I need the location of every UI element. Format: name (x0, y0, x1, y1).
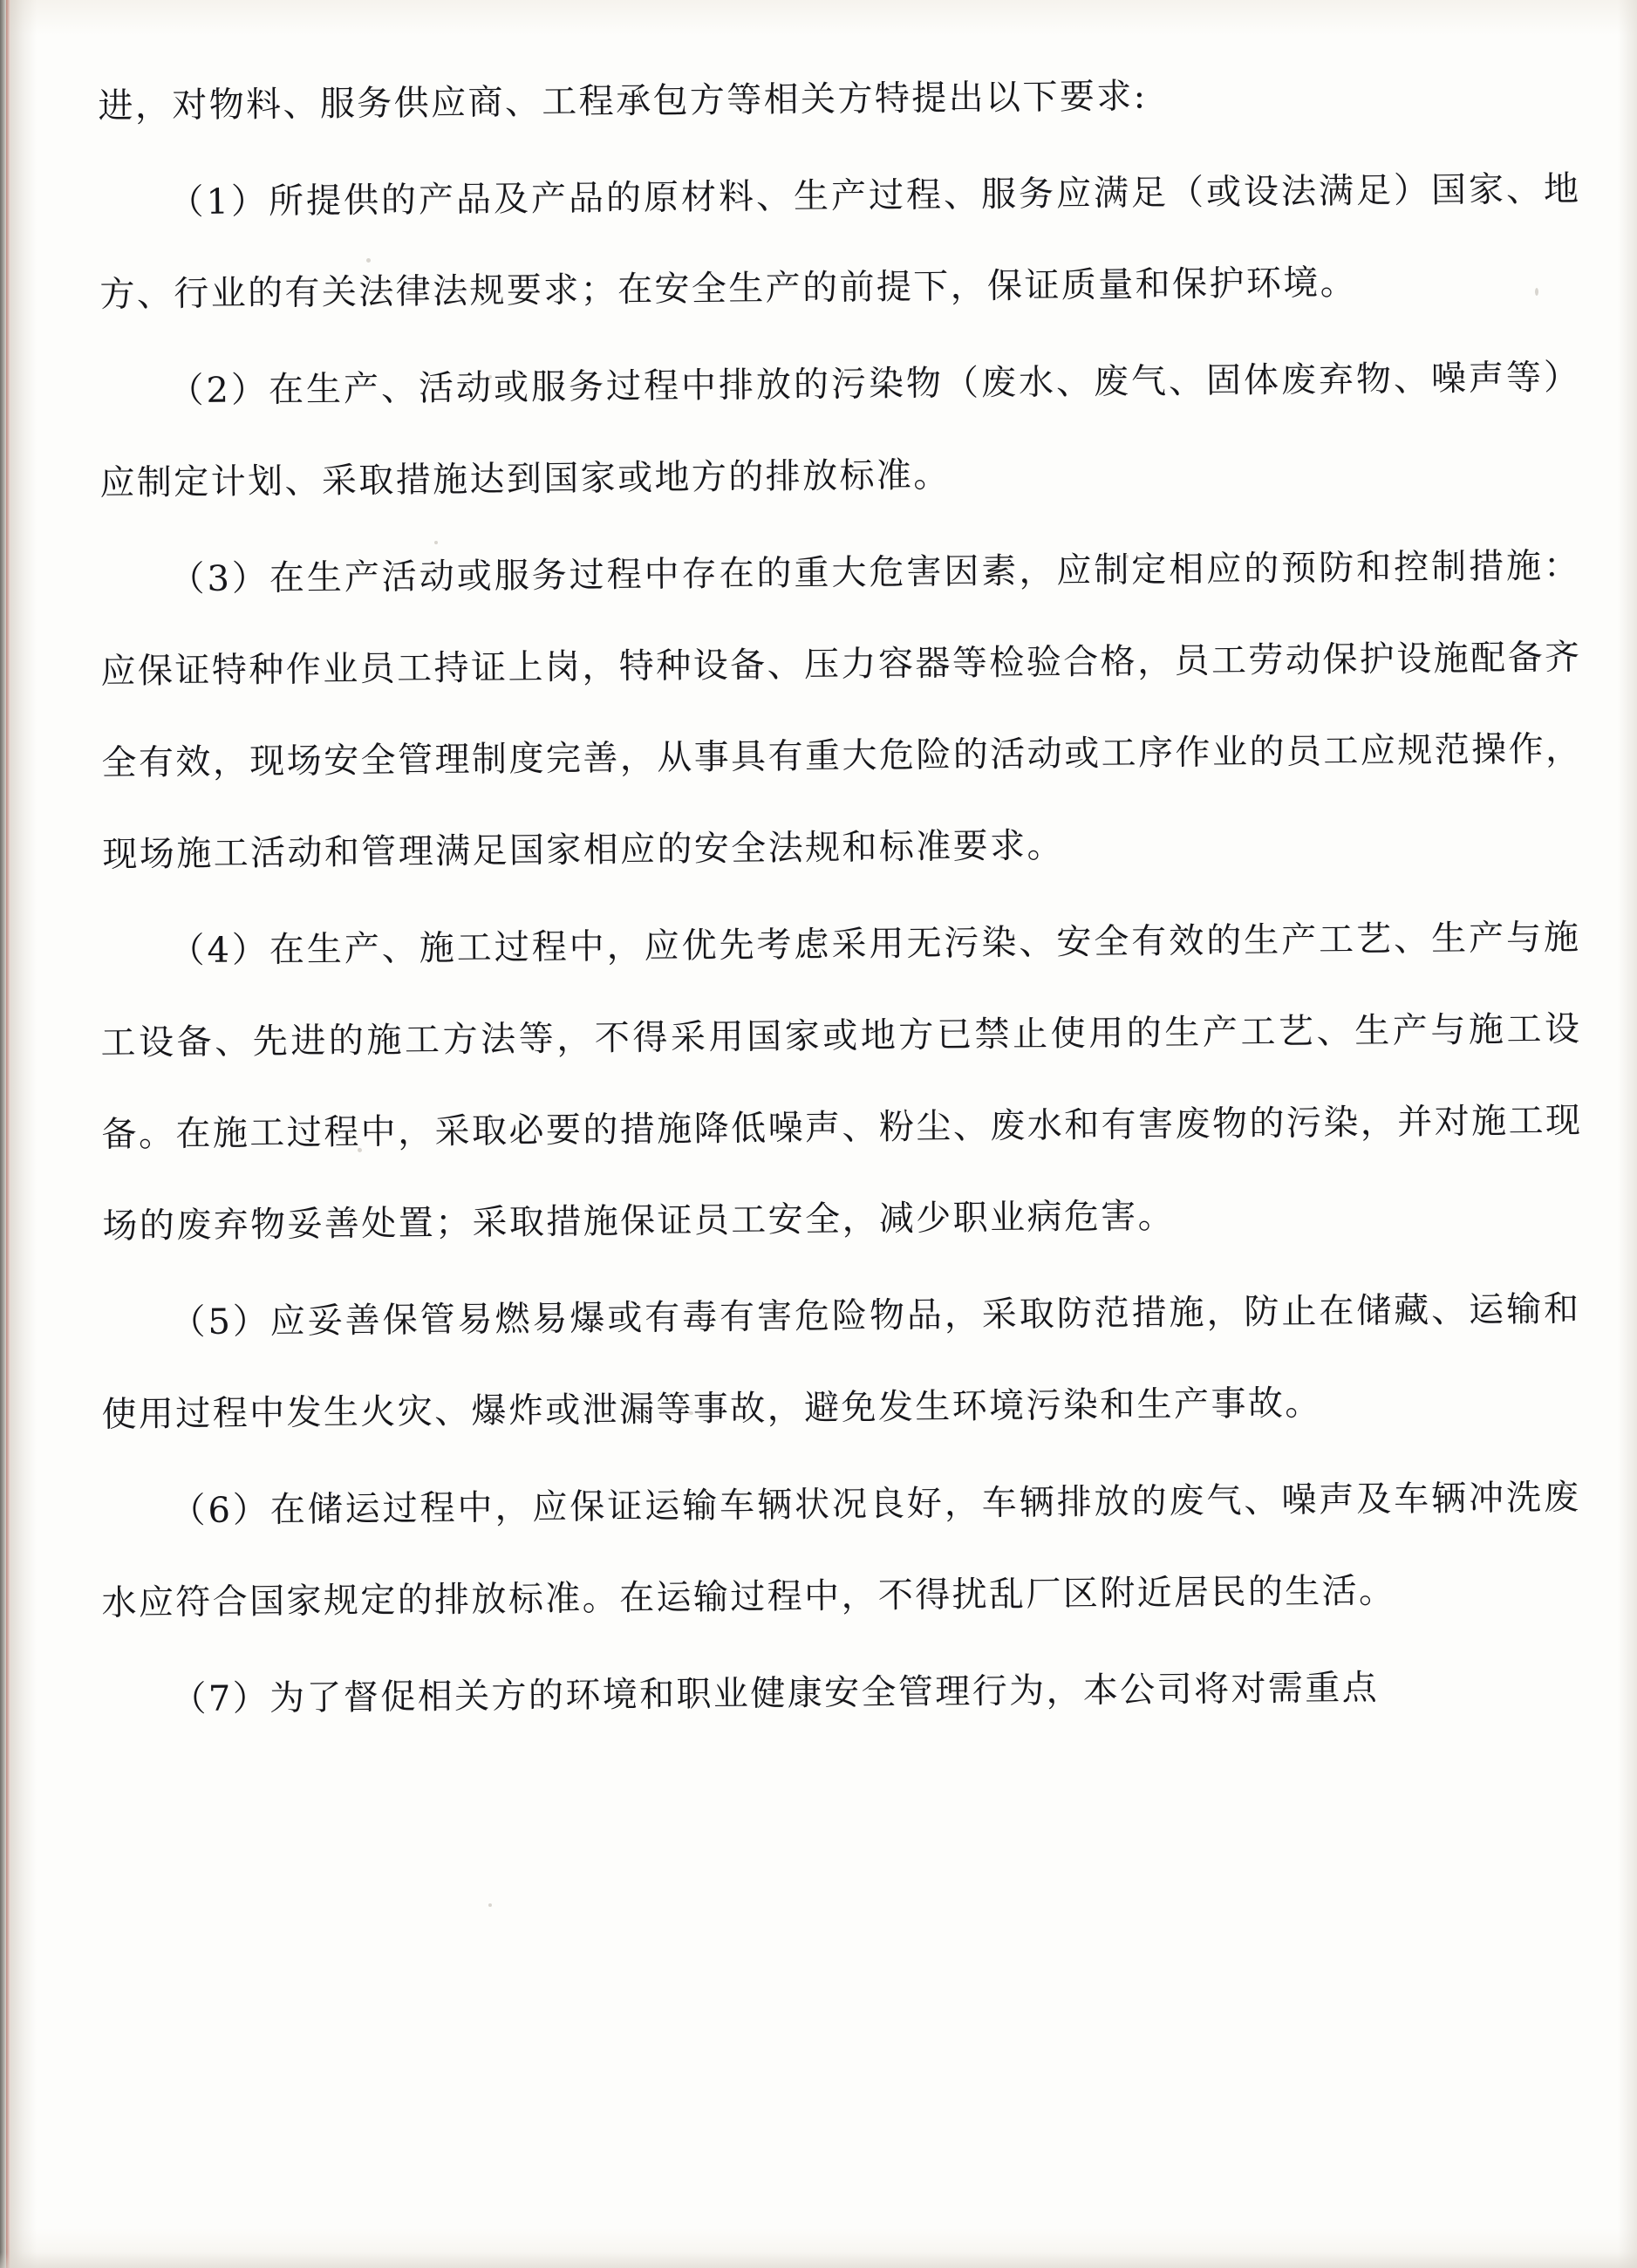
scan-right-shadow (1618, 0, 1637, 2268)
scan-binding-edge (0, 0, 6, 2268)
paragraph-item-1: （1）所提供的产品及产品的原材料、生产过程、服务应满足（或设法满足）国家、地方、行业的有关法律法规要求；在安全生产的前提下，保证质量和保护环境。 (99, 168, 1581, 315)
scan-bottom-shadow (0, 2252, 1637, 2268)
paragraph-continuation: 进，对物料、服务供应商、工程承包方等相关方特提出以下要求: (98, 76, 1148, 126)
paragraph-item-6: （6）在储运过程中，应保证运输车辆状况良好，车辆排放的废气、噪声及车辆冲洗废水应符合国家规定的排放标准。在运输过程中，不得扰乱厂区附近居民的生活。 (101, 1477, 1581, 1623)
scan-left-shadow (10, 0, 37, 2268)
paragraph-item-3: （3）在生产活动或服务过程中存在的重大危害因素，应制定相应的预防和控制措施：应保证特种作业员工持证上岗，特种设备、压力容器等检验合格，员工劳动保护设施配备齐全有效，现场安全管理制度完善，从事具有重大危险的活动或工序作业的员工应规范操作，现场施工活动和管理满足国家相应的安全法规和标准要求。 (100, 545, 1583, 875)
paragraph-item-2: （2）在生产、活动或服务过程中排放的污染物（废水、废气、固体废弃物、噪声等）应制定计划、采取措施达到国家或地方的排放标准。 (99, 357, 1581, 503)
paragraph-item-7: （7）为了督促相关方的环境和职业健康安全管理行为，本公司将对需重点 (171, 1667, 1380, 1720)
paragraph-item-4: （4）在生产、施工过程中，应优先考虑采用无污染、安全有效的生产工艺、生产与施工设备、先进的施工方法等，不得采用国家或地方已禁止使用的生产工艺、生产与施工设备。在施工过程中，采取必要的措施降低噪声、粉尘、废水和有害废物的污染，并对施工现场的废弃物妥善处置；采取措施保证员工安全，减少职业病危害。 (100, 917, 1583, 1247)
paragraph-item-5: （5）应妥善保管易燃易爆或有毒有害危险物品，采取防范措施，防止在储藏、运输和使用过程中发生火灾、爆炸或泄漏等事故，避免发生环境污染和生产事故。 (101, 1288, 1581, 1435)
scan-speck (488, 1903, 492, 1907)
document-text-body (98, 61, 1583, 1752)
